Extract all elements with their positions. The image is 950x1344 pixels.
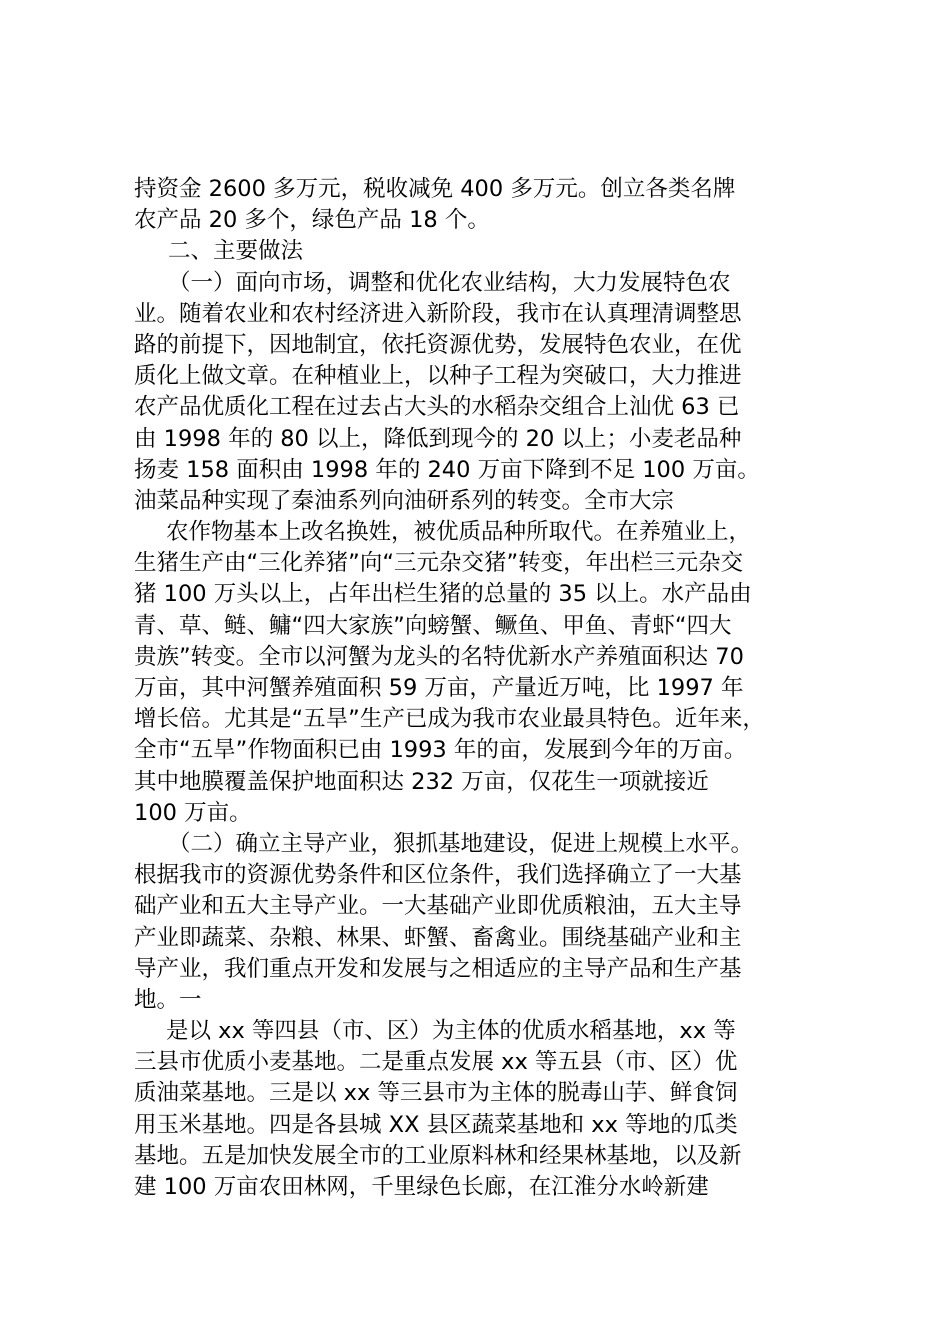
text-line: 础产业和五大主导产业。一大基础产业即优质粮油，五大主导 <box>134 893 742 920</box>
text-line: 质油菜基地。三是以 xx 等三县市为主体的脱毒山芋、鲜食饲 <box>134 1080 738 1107</box>
text-line: 业。随着农业和农村经济进入新阶段，我市在认真理清调整思 <box>134 300 742 327</box>
text-line: 万亩，其中河蟹养殖面积 59 万亩，产量近万吨，比 1997 年 <box>134 675 744 701</box>
text-line: 增长倍。尤其是“五旱”生产已成为我市农业最具特色。近年来， <box>134 706 765 733</box>
text-line: 质化上做文章。在种植业上，以种子工程为突破口，大力推进 <box>134 363 742 390</box>
text-line: 用玉米基地。四是各县城 XX 县区蔬菜基地和 xx 等地的瓜类 <box>134 1111 738 1138</box>
text-line: 农作物基本上改名换姓，被优质品种所取代。在养殖业上， <box>166 519 752 546</box>
text-line: 三县市优质小麦基地。二是重点发展 xx 等五县（市、区）优 <box>134 1049 738 1076</box>
text-line: 产业即蔬菜、杂粮、林果、虾蟹、畜禽业。围绕基础产业和主 <box>134 924 742 951</box>
text-line: 猪 100 万头以上，占年出栏生猪的总量的 35 以上。水产品由 <box>134 581 752 608</box>
text-line: 根据我市的资源优势条件和区位条件，我们选择确立了一大基 <box>134 862 742 889</box>
text-line: 贵族”转变。全市以河蟹为龙头的名特优新水产养殖面积达 70 <box>134 643 744 670</box>
text-line: 油菜品种实现了秦油系列向油研系列的转变。全市大宗 <box>134 487 675 514</box>
text-line: 农产品优质化工程在过去占大头的水稻杂交组合上汕优 63 已 <box>134 394 740 421</box>
text-line: 扬麦 158 面积由 1998 年的 240 万亩下降到不足 100 万亩。 <box>134 456 760 483</box>
text-line: 生猪生产由“三化养猪”向“三元杂交猪”转变，年出栏三元杂交 <box>134 550 744 577</box>
text-line: 100 万亩。 <box>134 799 252 826</box>
text-line: 路的前提下，因地制宜，依托资源优势，发展特色农业，在优 <box>134 331 742 358</box>
text-line: 建 100 万亩农田林网，千里绿色长廊，在江淮分水岭新建 <box>134 1174 709 1200</box>
text-line: 地。一 <box>134 986 202 1013</box>
section-heading: 二、主要做法 <box>168 238 304 265</box>
text-line: 全市“五旱”作物面积已由 1993 年的亩，发展到今年的万亩。 <box>134 737 747 764</box>
text-line: 青、草、鲢、鳙“四大家族”向螃蟹、鳜鱼、甲鱼、青虾“四大 <box>134 612 732 639</box>
text-line: 由 1998 年的 80 以上，降低到现今的 20 以上；小麦老品种 <box>134 425 742 452</box>
text-line: 基地。五是加快发展全市的工业原料林和经果林基地，以及新 <box>134 1142 742 1169</box>
text-line: 导产业，我们重点开发和发展与之相适应的主导产品和生产基 <box>134 955 742 982</box>
text-line: 其中地膜覆盖保护地面积达 232 万亩，仅花生一项就接近 <box>134 768 709 795</box>
paragraph-heading: （一）面向市场，调整和优化农业结构，大力发展特色农 <box>168 269 731 296</box>
paragraph-heading: （二）确立主导产业，狠抓基地建设，促进上规模上水平。 <box>168 830 754 857</box>
text-line: 是以 xx 等四县（市、区）为主体的优质水稻基地，xx 等 <box>166 1018 736 1045</box>
text-line: 持资金 2600 多万元，税收减免 400 多万元。创立各类名牌 <box>134 176 736 202</box>
text-line: 农产品 20 多个，绿色产品 18 个。 <box>134 207 490 234</box>
body-text <box>134 174 846 1203</box>
